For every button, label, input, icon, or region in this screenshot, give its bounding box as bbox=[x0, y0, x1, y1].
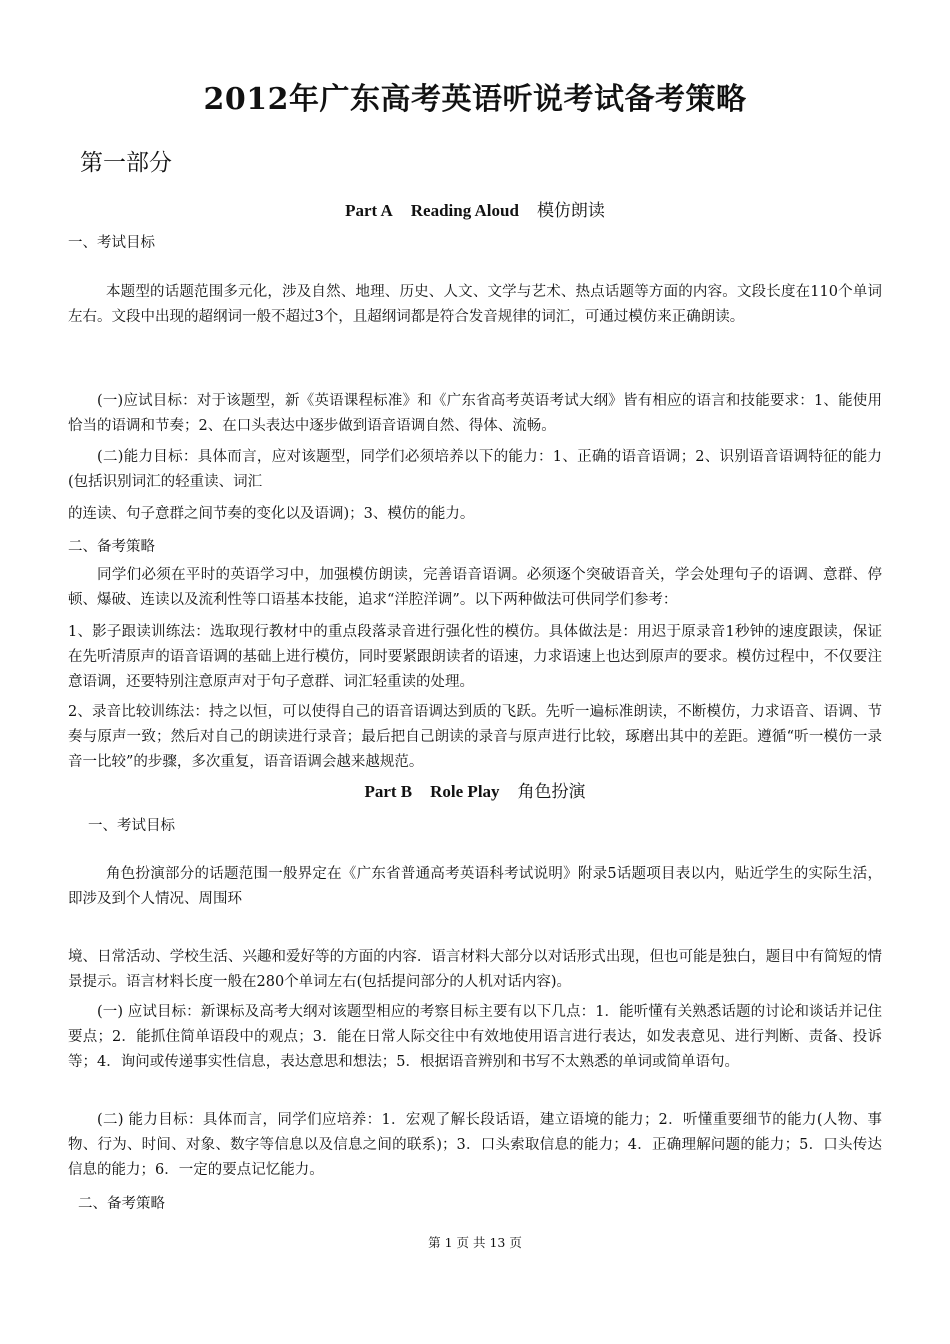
part-a-subheading-goals: 一、考试目标 bbox=[68, 235, 155, 251]
part-a-heading bbox=[0, 196, 950, 221]
part-b-heading bbox=[0, 777, 950, 802]
document-title: 2012年广东高考英语听说考试备考策略 bbox=[203, 82, 747, 117]
part-a-method-1: 1、影子跟读训练法：选取现行教材中的重点段落录音进行强化性的模仿。具体做法是：用迟于原录音1秒钟的速度跟读，保证在先听清原声的语音语调的基础上进行模仿，同时要紧跟朗读者的语速，力求语速上也达到原声的要求。模仿过程中，不仅要注意语调，还要特别注意原声对于句子意群、词汇轻重读的处理。 bbox=[68, 624, 882, 690]
part-a-subheading-strategy: 二、备考策略 bbox=[68, 539, 155, 555]
part-a-goal-1: (一)应试目标：对于该题型，新《英语课程标准》和《广东省高考英语考试大纲》皆有相应的语言和技能要求：1、能使用恰当的语调和节奏；2、在口头表达中逐步做到语音语调自然、得体、流畅。 bbox=[68, 393, 882, 434]
part-a-goal-2: (二)能力目标：具体而言，应对该题型，同学们必须培养以下的能力：1、正确的语音语调；2、识别语音语调特征的能力(包括识别词汇的轻重读、词汇 bbox=[68, 449, 882, 490]
part-a-code: Part A bbox=[345, 201, 393, 220]
part-b-subheading-strategy: 二、备考策略 bbox=[78, 1196, 165, 1212]
part-b-subheading-goals: 一、考试目标 bbox=[88, 818, 175, 834]
part-a-goal-2-cont: 的连读、句子意群之间节奏的变化以及语调)；3、模仿的能力。 bbox=[68, 506, 475, 522]
page-footer: 第 1 页 共 13 页 bbox=[428, 1235, 522, 1250]
part-a-cn: 模仿朗读 bbox=[536, 201, 605, 221]
part-b-intro: 角色扮演部分的话题范围一般界定在《广东省普通高考英语科考试说明》附录5话题项目表以内，贴近学生的实际生活，即涉及到个人情况、周围环 bbox=[68, 866, 882, 907]
part-a-method-2: 2、录音比较训练法：持之以恒，可以使得自己的语音语调达到质的飞跃。先听一遍标准朗读，不断模仿，力求语音、语调、节奏与原声一致；然后对自己的朗读进行录音；最后把自己朗读的录音与原声进行比较，琢磨出其中的差距。遵循“听一模仿一录音一比较”的步骤，多次重复，语音语调会越来越规范。 bbox=[68, 704, 882, 770]
part-b-intro-cont: 境、日常活动、学校生活、兴趣和爱好等的方面的内容．语言材料大部分以对话形式出现，但也可能是独白，题目中有简短的情景提示。语言材料长度一般在280个单词左右(包括提问部分的人机对话内容)。 bbox=[68, 949, 882, 990]
section-heading: 第一部分 bbox=[80, 150, 172, 176]
part-b-goal-1: (一) 应试目标：新课标及高考大纲对该题型相应的考察目标主要有以下几点：1．能听懂有关熟悉话题的讨论和谈话并记住要点；2．能抓住简单语段中的观点；3．能在日常人际交往中有效地使用语言进行表达，如发表意见、进行判断、责备、投诉等；4．询问或传递事实性信息，表达意思和想法；5．根据语音辨别和书写不太熟悉的单词或简单语句。 bbox=[68, 1004, 882, 1070]
part-a-name: Reading Aloud bbox=[410, 201, 519, 220]
part-b-name: Role Play bbox=[430, 782, 500, 801]
part-a-intro: 本题型的话题范围多元化，涉及自然、地理、历史、人文、文学与艺术、热点话题等方面的内容。文段长度在110个单词左右。文段中出现的超纲词一般不超过3个，且超纲词都是符合发音规律的词汇，可通过模仿来正确朗读。 bbox=[68, 284, 882, 325]
part-a-strategy: 同学们必须在平时的英语学习中，加强模仿朗读，完善语音语调。必须逐个突破语音关，学会处理句子的语调、意群、停顿、爆破、连读以及流利性等口语基本技能，追求“洋腔洋调”。以下两种做法可供同学们参考： bbox=[68, 567, 882, 608]
part-b-code: Part B bbox=[364, 782, 413, 801]
part-b-cn: 角色扮演 bbox=[517, 782, 586, 802]
part-b-goal-2: (二) 能力目标：具体而言，同学们应培养：1．宏观了解长段话语，建立语境的能力；2．听懂重要细节的能力(人物、事物、行为、时间、对象、数字等信息以及信息之间的联系)；3．口头索取信息的能力；4．正确理解问题的能力；5．口头传达信息的能力；6．一定的要点记忆能力。 bbox=[68, 1112, 882, 1178]
